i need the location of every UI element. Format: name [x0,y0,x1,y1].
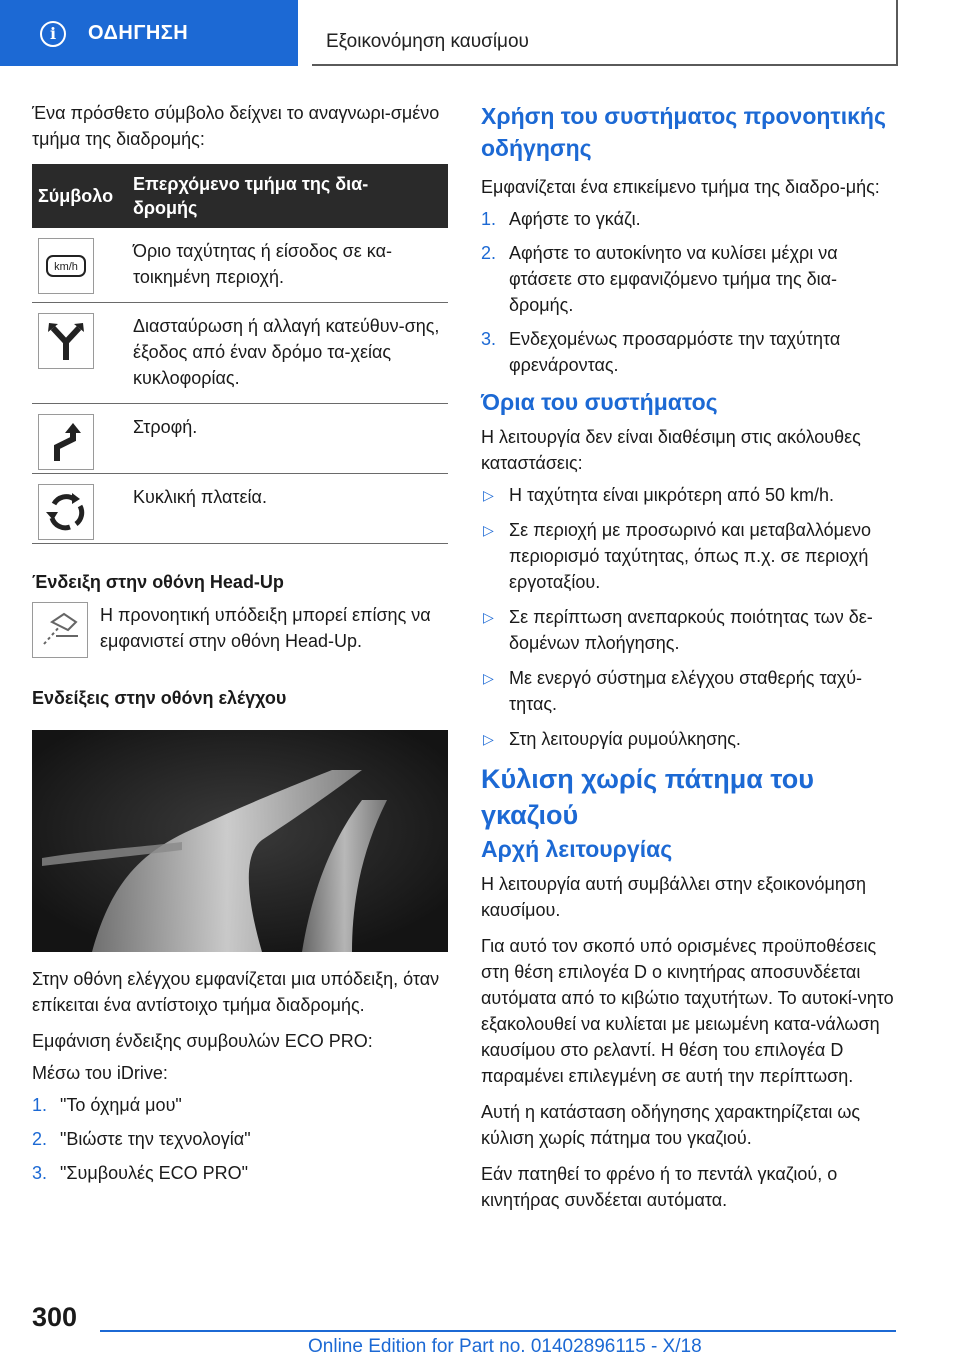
section-tab-label: ΟΔΗΓΗΣΗ [88,22,189,44]
triangle-bullet-icon: ▷ [483,609,494,625]
system-limits-text: Η λειτουργία δεν είναι διαθέσιμη στις ακόλουθες καταστάσεις: [481,427,861,473]
left-column [32,100,448,1194]
principle-text-1: Η λειτουργία αυτή συμβάλλει στην εξοικονόμηση καυσίμου. [481,874,867,920]
table-cell-text: Όριο ταχύτητας ή είσοδος σε κα-τοικημένη περιοχή. [133,241,392,287]
triangle-bullet-icon: ▷ [483,522,494,538]
principle-text-4: Εάν πατηθεί το φρένο ή το πεντάλ γκαζιού, ο κινητήρας συνδέεται αυτόματα. [481,1164,838,1210]
symbol-table [32,164,448,544]
section-tab[interactable] [0,0,298,66]
use-system-text: Εμφανίζεται ένα επικείμενο τμήμα της διαδρο-μής: [481,177,880,197]
footer-edition: Online Edition for Part no. 01402896115 - X/18 [308,1336,702,1357]
list-item: 3. "Συμβουλές ECO PRO" [32,1163,249,1183]
info-icon: i [40,21,66,47]
right-column [481,100,899,1213]
svg-text:km/h: km/h [54,261,78,273]
navigation-road-image [32,730,448,952]
table-header-symbol: Σύμβολο [38,186,114,206]
list-item: ▷ Η ταχύτητα είναι μικρότερη από 50 km/h. [481,482,899,508]
speed-limit-icon [38,238,94,294]
list-item: 3. Ενδεχομένως προσαρμόστε την ταχύτητα φρενάροντας. [481,329,841,375]
idrive-steps [32,1092,448,1186]
intro-text: Ένα πρόσθετο σύμβολο δείχνει το αναγνωρι-σμένο τμήμα της διαδρομής: [32,103,440,149]
triangle-bullet-icon: ▷ [483,487,494,503]
page-header [0,0,960,66]
eco-display-text: Εμφάνιση ένδειξης συμβουλών ECO PRO: [32,1031,373,1051]
control-display-text: Στην οθόνη ελέγχου εμφανίζεται μια υπόδειξη, όταν επίκειται ένα αντίστοιχο τμήμα διαδρομής. [32,969,440,1015]
page-section-title: Εξοικονόμηση καυσίμου [326,31,529,52]
table-cell-text: Στροφή. [133,417,198,437]
table-row [32,228,448,303]
table-row [32,474,448,544]
control-display-heading: Ενδείξεις στην οθόνη ελέγχου [32,688,287,708]
hud-heading: Ένδειξη στην οθόνη Head-Up [32,572,284,592]
principle-text-2: Για αυτό τον σκοπό υπό ορισμένες προϋποθέσεις στη θέση επιλογέα D ο κινητήρας αποσυνδέεται αυτόματα από το κιβώτιο ταχυτήτων. Το αυτοκί-νητο εξακολουθεί να κυλίεται με μειωμένη κατα-νάλωση καυσίμου στο ρελαντί. Η θέση του επιλογέα D παραμένει επιλεγμένη σε αυτή την περίπτωση. [481,936,894,1086]
list-item: 1. "Το όχημά μου" [32,1095,182,1115]
system-limits-heading: Όρια του συστήματος [481,389,718,415]
table-cell-text: Διασταύρωση ή αλλαγή κατεύθυν-σης, έξοδος από έναν δρόμο τα-χείας κυκλοφορίας. [133,316,440,388]
table-header-row [32,164,448,228]
list-item: 2. "Βιώστε την τεχνολογία" [32,1129,251,1149]
list-item: ▷ Στη λειτουργία ρυμούλκησης. [481,726,899,752]
use-system-heading: Χρήση του συστήματος προνοητικής οδήγησης [481,103,886,161]
page-number: 300 [32,1302,78,1332]
hud-text: Η προνοητική υπόδειξη μπορεί επίσης να εμφανιστεί στην οθόνη Head-Up. [100,605,431,651]
coasting-heading: Κύλιση χωρίς πάτημα του γκαζιού [481,764,814,830]
list-item: 2. Αφήστε το αυτοκίνητο να κυλίσει μέχρι να φτάσετε στο εμφανιζόμενο τμήμα της δια-δρομής. [481,243,838,315]
table-row [32,404,448,474]
footer-divider [100,1330,896,1332]
list-item: ▷ Σε περιοχή με προσωρινό και μεταβαλλόμενο περιορισμό ταχύτητας, όπως π.χ. σε περιοχή εργοταξίου. [481,517,899,595]
principle-text-3: Αυτή η κατάσταση οδήγησης χαρακτηρίζεται ως κύλιση χωρίς πάτημα του γκαζιού. [481,1102,861,1148]
head-up-display-icon [32,602,88,658]
hud-info [32,602,448,658]
list-item: ▷ Σε περίπτωση ανεπαρκούς ποιότητας των δε-δομένων πλοήγησης. [481,604,899,656]
junction-icon [38,313,94,369]
system-limits-list [481,482,899,752]
table-row [32,303,448,404]
triangle-bullet-icon: ▷ [483,670,494,686]
list-item: 1. Αφήστε το γκάζι. [481,209,641,229]
curve-icon [38,414,94,470]
via-idrive-text: Μέσω του iDrive: [32,1063,168,1083]
roundabout-icon [38,484,94,540]
principle-heading: Αρχή λειτουργίας [481,836,673,862]
use-steps [481,206,899,378]
triangle-bullet-icon: ▷ [483,731,494,747]
table-header-section: Επερχόμενο τμήμα της δια-δρομής [133,174,369,218]
list-item: ▷ Με ενεργό σύστημα ελέγχου σταθερής ταχύ-τητας. [481,665,899,717]
table-cell-text: Κυκλική πλατεία. [133,487,267,507]
